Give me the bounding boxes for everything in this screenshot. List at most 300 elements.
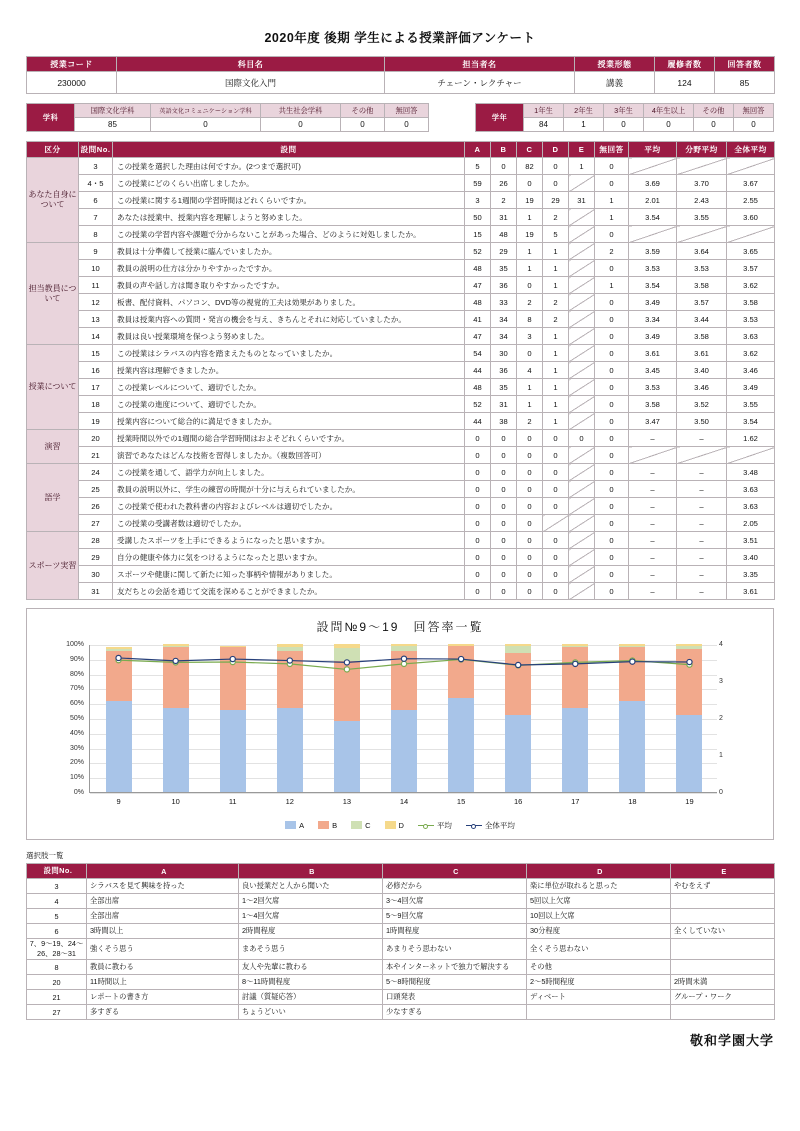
count-b-cell: 26 — [491, 175, 517, 192]
table-row — [27, 345, 775, 362]
choice-a-cell: レポートの書き方 — [87, 990, 239, 1005]
question-text-cell: この授業を選択した理由は何ですか。(2つまで選択可) — [113, 158, 465, 175]
field-average-cell: 3.64 — [677, 243, 727, 260]
field-average-cell: 3.44 — [677, 311, 727, 328]
table-row — [27, 430, 775, 447]
count-d-cell: 0 — [543, 498, 569, 515]
col-average: 平均 — [629, 142, 677, 158]
choices-caption: 選択肢一覧 — [26, 851, 64, 860]
year-col-1: 2年生 — [564, 104, 604, 118]
y-axis-right-tick-label: 0 — [719, 789, 723, 796]
count-d-cell: 0 — [543, 566, 569, 583]
x-axis-tick-label: 13 — [342, 797, 352, 806]
count-b-cell: 33 — [491, 294, 517, 311]
choice-d-cell: その他 — [527, 960, 671, 975]
y-axis-right-tick-label: 1 — [719, 752, 723, 759]
choice-b-cell: 良い授業だと人から聞いた — [239, 879, 383, 894]
col-instructor: 担当者名 — [385, 57, 575, 72]
table-row — [27, 549, 775, 566]
category-cell: スポーツ実習 — [27, 532, 79, 600]
count-e-cell — [569, 311, 595, 328]
choice-a-cell: 多すぎる — [87, 1005, 239, 1020]
table-row — [27, 175, 775, 192]
choice-d-cell: 10回以上欠席 — [527, 909, 671, 924]
overall-average-cell — [727, 447, 775, 464]
y-axis-tick-label: 70% — [69, 685, 84, 693]
question-no-cell: 20 — [79, 430, 113, 447]
count-c-cell: 4 — [517, 362, 543, 379]
count-b-cell: 34 — [491, 328, 517, 345]
count-b-cell: 0 — [491, 481, 517, 498]
count-b-cell: 0 — [491, 549, 517, 566]
col-course-code: 授業コード — [27, 57, 117, 72]
count-e-cell — [569, 515, 595, 532]
average-cell: 3.54 — [629, 209, 677, 226]
x-axis-tick-label: 9 — [116, 797, 121, 806]
year-val-3: 0 — [644, 118, 694, 132]
choice-c-cell: 必修だから — [383, 879, 527, 894]
dept-val-4: 0 — [385, 118, 429, 132]
overall-average-cell: 3.48 — [727, 464, 775, 481]
table-row — [27, 481, 775, 498]
count-a-cell: 47 — [465, 328, 491, 345]
x-axis-tick-label: 14 — [399, 797, 409, 806]
count-no-answer-cell: 0 — [595, 447, 629, 464]
count-no-answer-cell: 0 — [595, 379, 629, 396]
x-axis-tick-label: 18 — [628, 797, 637, 806]
choice-no-cell: 6 — [27, 924, 87, 939]
field-average-cell — [677, 226, 727, 243]
choice-b-cell: 8〜11時間程度 — [239, 975, 383, 990]
table-row — [27, 379, 775, 396]
question-text-cell: この授業に関する1週間の学習時間はどれくらいですか。 — [113, 192, 465, 209]
col-enrolled: 履修者数 — [655, 57, 715, 72]
question-text-cell: この授業はシラバスの内容を踏まえたものとなっていましたか。 — [113, 345, 465, 362]
field-average-cell: 3.52 — [677, 396, 727, 413]
col-class-type: 授業形態 — [575, 57, 655, 72]
category-cell: 授業について — [27, 345, 79, 430]
choice-b-cell: 1〜4回欠席 — [239, 909, 383, 924]
table-row — [27, 243, 775, 260]
table-row — [27, 990, 775, 1005]
value-respondents: 85 — [715, 72, 775, 94]
count-a-cell: 0 — [465, 430, 491, 447]
response-rate-chart — [26, 608, 774, 840]
count-d-cell: 2 — [543, 311, 569, 328]
average-cell: – — [629, 532, 677, 549]
count-c-cell: 0 — [517, 175, 543, 192]
count-a-cell: 41 — [465, 311, 491, 328]
dept-val-1: 0 — [151, 118, 261, 132]
average-cell: 3.54 — [629, 277, 677, 294]
col-c: C — [517, 142, 543, 158]
choice-c-cell: 口頭発表 — [383, 990, 527, 1005]
table-row — [27, 515, 775, 532]
overall-average-cell: 1.62 — [727, 430, 775, 447]
count-e-cell — [569, 549, 595, 566]
count-c-cell: 1 — [517, 243, 543, 260]
table-row — [27, 192, 775, 209]
field-average-cell: – — [677, 498, 727, 515]
count-no-answer-cell: 1 — [595, 277, 629, 294]
count-b-cell: 0 — [491, 583, 517, 600]
field-average-cell: 3.57 — [677, 294, 727, 311]
count-e-cell — [569, 260, 595, 277]
count-a-cell: 0 — [465, 447, 491, 464]
table-row — [27, 118, 429, 132]
table-row — [27, 104, 429, 118]
question-no-cell: 27 — [79, 515, 113, 532]
count-d-cell: 5 — [543, 226, 569, 243]
choice-no-cell: 3 — [27, 879, 87, 894]
count-a-cell: 0 — [465, 583, 491, 600]
question-text-cell: 自分の健康や体力に気をつけるようになったと思いますか。 — [113, 549, 465, 566]
count-a-cell: 52 — [465, 396, 491, 413]
question-text-cell: 教員は良い授業環境を保つよう努めました。 — [113, 328, 465, 345]
category-cell: 担当教員について — [27, 243, 79, 345]
table-row — [27, 362, 775, 379]
field-average-cell: 3.46 — [677, 379, 727, 396]
col-field-average: 分野平均 — [677, 142, 727, 158]
question-no-cell: 11 — [79, 277, 113, 294]
field-average-cell: 3.40 — [677, 362, 727, 379]
count-d-cell: 1 — [543, 379, 569, 396]
count-b-cell: 31 — [491, 396, 517, 413]
line-overlay — [90, 645, 718, 793]
col-a: A — [465, 142, 491, 158]
question-text-cell: 授業内容は理解できましたか。 — [113, 362, 465, 379]
x-axis-tick-label: 16 — [514, 797, 523, 806]
table-header-row — [27, 142, 775, 158]
choice-a-cell: 全部出席 — [87, 909, 239, 924]
table-row — [27, 498, 775, 515]
count-b-cell: 0 — [491, 430, 517, 447]
year-col-4: その他 — [694, 104, 734, 118]
count-e-cell — [569, 379, 595, 396]
question-text-cell: スポーツや健康に関して新たに知った事柄や情報がありました。 — [113, 566, 465, 583]
count-a-cell: 44 — [465, 362, 491, 379]
legend-item-b: B — [318, 821, 337, 830]
field-average-cell: – — [677, 430, 727, 447]
count-e-cell — [569, 532, 595, 549]
count-no-answer-cell: 0 — [595, 413, 629, 430]
count-c-cell: 1 — [517, 260, 543, 277]
overall-average-cell: 3.57 — [727, 260, 775, 277]
field-average-cell: 3.58 — [677, 328, 727, 345]
count-d-cell: 0 — [543, 532, 569, 549]
y-axis-tick-label: 100% — [66, 641, 84, 648]
average-cell: 2.01 — [629, 192, 677, 209]
choices-col-c: C — [383, 864, 527, 879]
field-average-cell: 3.53 — [677, 260, 727, 277]
y-axis-tick-label: 40% — [69, 729, 84, 737]
count-no-answer-cell: 0 — [595, 464, 629, 481]
question-text-cell: 教員の説明の仕方は分かりやすかったですか。 — [113, 260, 465, 277]
count-a-cell: 0 — [465, 498, 491, 515]
question-no-cell: 25 — [79, 481, 113, 498]
table-row — [27, 960, 775, 975]
count-e-cell — [569, 345, 595, 362]
average-cell: 3.53 — [629, 260, 677, 277]
overall-average-cell: 3.61 — [727, 583, 775, 600]
choice-no-cell: 8 — [27, 960, 87, 975]
table-header-row — [27, 864, 775, 879]
count-b-cell: 0 — [491, 498, 517, 515]
count-d-cell: 2 — [543, 209, 569, 226]
count-d-cell: 0 — [543, 549, 569, 566]
table-row — [27, 909, 775, 924]
category-cell: 演習 — [27, 430, 79, 464]
choice-d-cell: 30分程度 — [527, 924, 671, 939]
y-axis-right-tick-label: 4 — [719, 641, 723, 648]
field-average-cell: – — [677, 583, 727, 600]
dept-col-0: 国際文化学科 — [75, 104, 151, 118]
count-b-cell: 31 — [491, 209, 517, 226]
count-e-cell: 0 — [569, 430, 595, 447]
dept-label: 学科 — [27, 104, 75, 132]
count-no-answer-cell: 0 — [595, 345, 629, 362]
choice-e-cell — [671, 894, 775, 909]
count-no-answer-cell: 0 — [595, 566, 629, 583]
question-no-cell: 10 — [79, 260, 113, 277]
count-d-cell: 0 — [543, 583, 569, 600]
dept-col-4: 無回答 — [385, 104, 429, 118]
count-b-cell: 30 — [491, 345, 517, 362]
count-c-cell: 0 — [517, 515, 543, 532]
count-a-cell: 15 — [465, 226, 491, 243]
year-val-2: 0 — [604, 118, 644, 132]
count-a-cell: 0 — [465, 464, 491, 481]
choice-d-cell: ディベート — [527, 990, 671, 1005]
overall-average-cell: 2.55 — [727, 192, 775, 209]
question-no-cell: 28 — [79, 532, 113, 549]
y-axis-tick-label: 10% — [69, 774, 84, 782]
x-axis-tick-label: 15 — [456, 797, 466, 806]
field-average-cell — [677, 447, 727, 464]
table-row — [27, 57, 775, 72]
table-row — [27, 447, 775, 464]
count-e-cell: 1 — [569, 158, 595, 175]
average-cell: 3.59 — [629, 243, 677, 260]
question-text-cell: 教員は十分準備して授業に臨んでいましたか。 — [113, 243, 465, 260]
question-no-cell: 31 — [79, 583, 113, 600]
average-cell: 3.61 — [629, 345, 677, 362]
question-text-cell: 教員の説明以外に、学生の練習の時間が十分に与えられていましたか。 — [113, 481, 465, 498]
choice-e-cell: 全くしていない — [671, 924, 775, 939]
overall-average-cell: 3.51 — [727, 532, 775, 549]
count-a-cell: 0 — [465, 566, 491, 583]
count-e-cell — [569, 481, 595, 498]
count-d-cell: 0 — [543, 175, 569, 192]
count-d-cell: 1 — [543, 396, 569, 413]
question-no-cell: 6 — [79, 192, 113, 209]
count-no-answer-cell: 0 — [595, 175, 629, 192]
count-c-cell: 8 — [517, 311, 543, 328]
count-c-cell: 0 — [517, 430, 543, 447]
dept-val-3: 0 — [341, 118, 385, 132]
count-d-cell: 1 — [543, 277, 569, 294]
average-cell: 3.34 — [629, 311, 677, 328]
university-name: 敬和学園大学 — [689, 1033, 774, 1048]
average-cell: – — [629, 515, 677, 532]
count-no-answer-cell: 0 — [595, 294, 629, 311]
table-row — [27, 396, 775, 413]
count-no-answer-cell: 0 — [595, 158, 629, 175]
count-b-cell: 38 — [491, 413, 517, 430]
choices-table — [26, 863, 775, 1020]
count-c-cell: 0 — [517, 498, 543, 515]
count-no-answer-cell: 0 — [595, 396, 629, 413]
course-info-table — [26, 56, 775, 94]
count-d-cell: 0 — [543, 158, 569, 175]
choice-a-cell: 強くそう思う — [87, 939, 239, 960]
overall-average-cell: 2.05 — [727, 515, 775, 532]
count-d-cell: 1 — [543, 362, 569, 379]
overall-average-cell: 3.58 — [727, 294, 775, 311]
count-e-cell: 31 — [569, 192, 595, 209]
choice-no-cell: 20 — [27, 975, 87, 990]
choices-col-no: 設問No. — [27, 864, 87, 879]
question-text-cell: この授業の進度について、適切でしたか。 — [113, 396, 465, 413]
question-text-cell: 授業時間以外での1週間の総合学習時間はおよそどれくらいですか。 — [113, 430, 465, 447]
question-no-cell: 9 — [79, 243, 113, 260]
choice-a-cell: 教員に教わる — [87, 960, 239, 975]
table-row — [27, 975, 775, 990]
y-axis-tick-label: 80% — [69, 670, 84, 678]
col-question: 設問 — [113, 142, 465, 158]
year-col-5: 無回答 — [734, 104, 774, 118]
choice-a-cell: シラバスを見て興味を持った — [87, 879, 239, 894]
count-c-cell: 3 — [517, 328, 543, 345]
count-e-cell — [569, 583, 595, 600]
table-row — [27, 879, 775, 894]
y-axis-tick-label: 0% — [73, 789, 84, 796]
count-a-cell: 59 — [465, 175, 491, 192]
count-b-cell: 0 — [491, 464, 517, 481]
count-e-cell — [569, 243, 595, 260]
choice-no-cell: 7、9〜19、24〜26、28〜31 — [27, 939, 87, 960]
table-row — [27, 209, 775, 226]
overall-average-cell: 3.46 — [727, 362, 775, 379]
count-c-cell: 0 — [517, 532, 543, 549]
count-b-cell: 48 — [491, 226, 517, 243]
average-cell: – — [629, 583, 677, 600]
average-cell: 3.49 — [629, 328, 677, 345]
count-c-cell: 0 — [517, 277, 543, 294]
overall-average-cell: 3.54 — [727, 413, 775, 430]
overall-average-cell: 3.53 — [727, 311, 775, 328]
choices-col-a: A — [87, 864, 239, 879]
count-c-cell: 0 — [517, 583, 543, 600]
choice-b-cell: 討議（質疑応答） — [239, 990, 383, 1005]
year-val-1: 1 — [564, 118, 604, 132]
count-b-cell: 0 — [491, 515, 517, 532]
average-cell — [629, 158, 677, 175]
choice-e-cell — [671, 939, 775, 960]
count-a-cell: 48 — [465, 294, 491, 311]
choice-c-cell: 5〜9回欠席 — [383, 909, 527, 924]
average-cell: 3.53 — [629, 379, 677, 396]
table-row — [27, 277, 775, 294]
count-b-cell: 0 — [491, 566, 517, 583]
count-no-answer-cell: 0 — [595, 481, 629, 498]
count-c-cell: 2 — [517, 294, 543, 311]
question-no-cell: 3 — [79, 158, 113, 175]
count-c-cell: 0 — [517, 481, 543, 498]
question-table — [26, 141, 775, 600]
year-val-0: 84 — [524, 118, 564, 132]
field-average-cell: – — [677, 549, 727, 566]
average-cell: 3.49 — [629, 294, 677, 311]
choice-e-cell: やむをえず — [671, 879, 775, 894]
average-cell: 3.45 — [629, 362, 677, 379]
choice-no-cell: 27 — [27, 1005, 87, 1020]
field-average-cell: 2.43 — [677, 192, 727, 209]
count-e-cell — [569, 566, 595, 583]
question-text-cell: 教員は授業内容への質問・発言の機会を与え、きちんとそれに対応していましたか。 — [113, 311, 465, 328]
y-axis-right-tick-label: 2 — [719, 715, 723, 722]
table-row — [27, 566, 775, 583]
count-b-cell: 36 — [491, 277, 517, 294]
count-b-cell: 0 — [491, 532, 517, 549]
legend-item-line: 平均 — [418, 820, 452, 831]
value-enrolled: 124 — [655, 72, 715, 94]
x-axis-tick-label: 19 — [685, 797, 694, 806]
question-no-cell: 4・5 — [79, 175, 113, 192]
field-average-cell: – — [677, 532, 727, 549]
count-b-cell: 35 — [491, 379, 517, 396]
year-val-4: 0 — [694, 118, 734, 132]
table-row — [27, 924, 775, 939]
table-row — [27, 583, 775, 600]
overall-average-cell: 3.67 — [727, 175, 775, 192]
value-class-type: 講義 — [575, 72, 655, 94]
choice-no-cell: 4 — [27, 894, 87, 909]
legend-item-line: 全体平均 — [466, 820, 515, 831]
average-cell: – — [629, 549, 677, 566]
count-e-cell — [569, 294, 595, 311]
question-no-cell: 29 — [79, 549, 113, 566]
field-average-cell: 3.58 — [677, 277, 727, 294]
legend-item-c: C — [351, 821, 370, 830]
average-cell: 3.47 — [629, 413, 677, 430]
table-row — [27, 1005, 775, 1020]
count-b-cell: 29 — [491, 243, 517, 260]
average-cell: – — [629, 566, 677, 583]
overall-average-cell: 3.62 — [727, 345, 775, 362]
choice-d-cell — [527, 1005, 671, 1020]
chart-plot-area — [66, 641, 723, 806]
table-row — [27, 260, 775, 277]
category-cell: あなた自身について — [27, 158, 79, 243]
count-a-cell: 0 — [465, 515, 491, 532]
question-text-cell: 友だちとの会話を通じて交流を深めることができましたか。 — [113, 583, 465, 600]
count-a-cell: 47 — [465, 277, 491, 294]
choice-b-cell: 2時間程度 — [239, 924, 383, 939]
col-question-no: 設問No. — [79, 142, 113, 158]
choice-d-cell: 全くそう思わない — [527, 939, 671, 960]
count-a-cell: 52 — [465, 243, 491, 260]
question-text-cell: 教員の声や話し方は聞き取りやすかったですか。 — [113, 277, 465, 294]
legend-item-d: D — [385, 821, 404, 830]
question-text-cell: この授業の学習内容や課題で分からないことがあった場合、どのように対処しましたか。 — [113, 226, 465, 243]
question-text-cell: この授業の受講者数は適切でしたか。 — [113, 515, 465, 532]
count-e-cell — [569, 328, 595, 345]
count-d-cell: 0 — [543, 447, 569, 464]
count-a-cell: 0 — [465, 532, 491, 549]
question-no-cell: 30 — [79, 566, 113, 583]
choice-c-cell: あまりそう思わない — [383, 939, 527, 960]
